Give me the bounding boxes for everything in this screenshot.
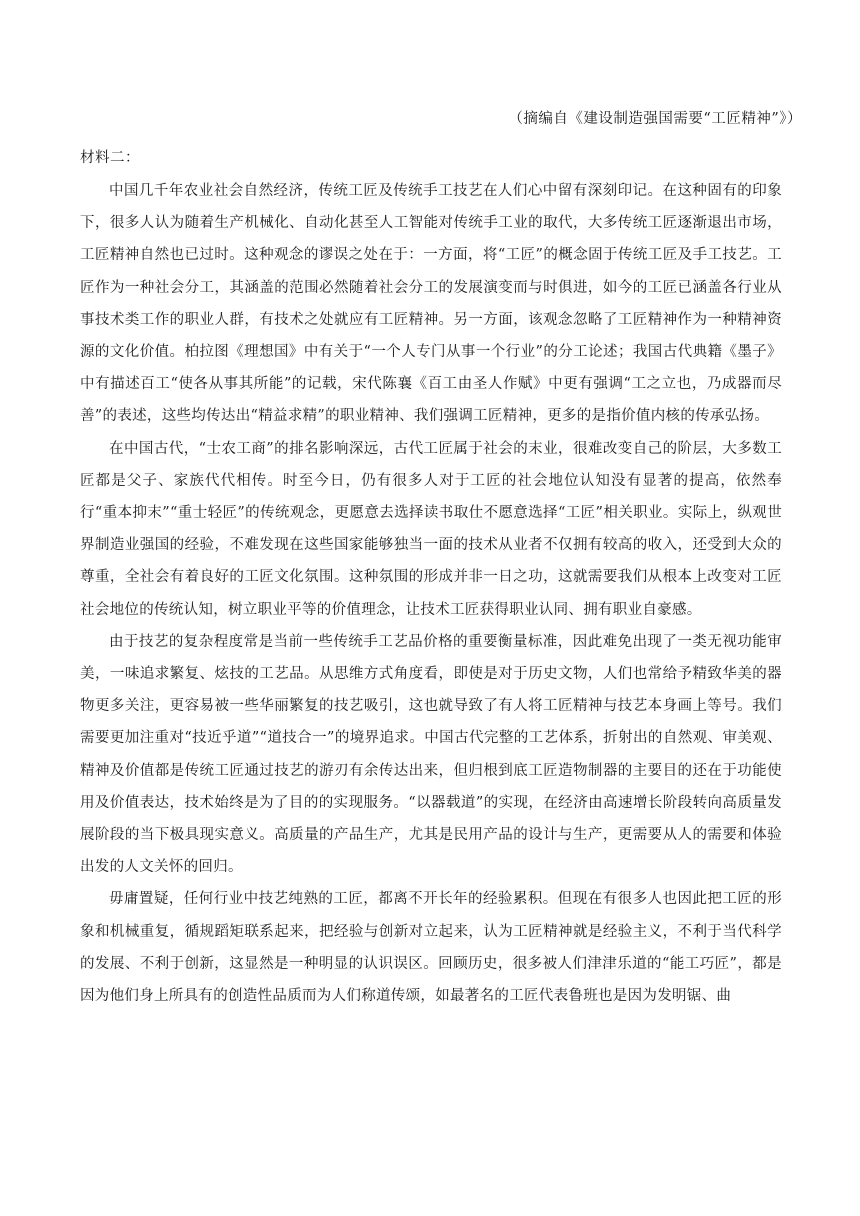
- source-citation: （摘编自《建设制造强国需要“工匠精神”》）: [508, 111, 802, 127]
- section-heading: 材料二：: [80, 150, 140, 166]
- paragraph-2: 在中国古代，“士农工商”的排名影响深远，古代工匠属于社会的末业，很难改变自己的阶层，大多数工匠都是父子、家族代代相传。时至今日，仍有很多人对于工匠的社会地位认知没有显著的提高，依然奉行“重本抑末”“重士轻匠”的传统观念，更愿意去选择读书取仕不愿意选择“工匠”相关职业。实际上，纵观世界制造业强国的经验，不难发现在这些国家能够独当一面的技术从业者不仅拥有较高的收入，还受到大众的尊重，全社会有着良好的工匠文化氛围。这种氛围的形成并非一日之功，这就需要我们从根本上改变对工匠社会地位的传统认知，树立职业平等的价值理念，让技术工匠获得职业认同、拥有职业自豪感。: [80, 440, 782, 618]
- article-body: [80, 175, 782, 1012]
- paragraph-4: 毋庸置疑，任何行业中技艺纯熟的工匠，都离不开长年的经验累积。但现在有很多人也因此把工匠的形象和机械重复，循规蹈矩联系起来，把经验与创新对立起来，认为工匠精神就是经验主义，不利于当代科学的发展、不利于创新，这显然是一种明显的认识误区。回顾历史，很多被人们津津乐道的“能工巧匠”，都是因为他们身上所具有的创造性品质而为人们称道传颂，如最著名的工匠代表鲁班也是因为发明锯、曲: [80, 891, 782, 1005]
- paragraph-3: 由于技艺的复杂程度常是当前一些传统手工艺品价格的重要衡量标准，因此难免出现了一类无视功能审美，一味追求繁复、炫技的工艺品。从思维方式角度看，即使是对于历史文物，人们也常给予精致华美的器物更多关注，更容易被一些华丽繁复的技艺吸引，这也就导致了有人将工匠精神与技艺本身画上等号。我们需要更加注重对“技近乎道”“道技合一”的境界追求。中国古代完整的工艺体系，折射出的自然观、审美观、精神及价值都是传统工匠通过技艺的游刃有余传达出来，但归根到底工匠造物制器的主要目的还在于功能使用及价值表达，技术始终是为了目的的实现服务。“以器载道”的实现，在经济由高速增长阶段转向高质量发展阶段的当下极具现实意义。高质量的产品生产，尤其是民用产品的设计与生产，更需要从人的需要和体验出发的人文关怀的回归。: [80, 633, 782, 876]
- paragraph-1: 中国几千年农业社会自然经济，传统工匠及传统手工技艺在人们心中留有深刻印记。在这种固有的印象下，很多人认为随着生产机械化、自动化甚至人工智能对传统手工业的取代，大多传统工匠逐渐退出市场，工匠精神自然也已过时。这种观念的谬误之处在于：一方面，将“工匠”的概念固于传统工匠及手工技艺。工匠作为一种社会分工，其涵盖的范围必然随着社会分工的发展演变而与时俱进，如今的工匠已涵盖各行业从事技术类工作的职业人群，有技术之处就应有工匠精神。另一方面，该观念忽略了工匠精神作为一种精神资源的文化价值。柏拉图《理想国》中有关于“一个人专门从事一个行业”的分工论述；我国古代典籍《墨子》中有描述百工“使各从事其所能”的记载，宋代陈襄《百工由圣人作赋》中更有强调“工之立也，乃成器而尽善”的表述，这些均传达出“精益求精”的职业精神、我们强调工匠精神，更多的是指价值内核的传承弘扬。: [80, 183, 782, 425]
